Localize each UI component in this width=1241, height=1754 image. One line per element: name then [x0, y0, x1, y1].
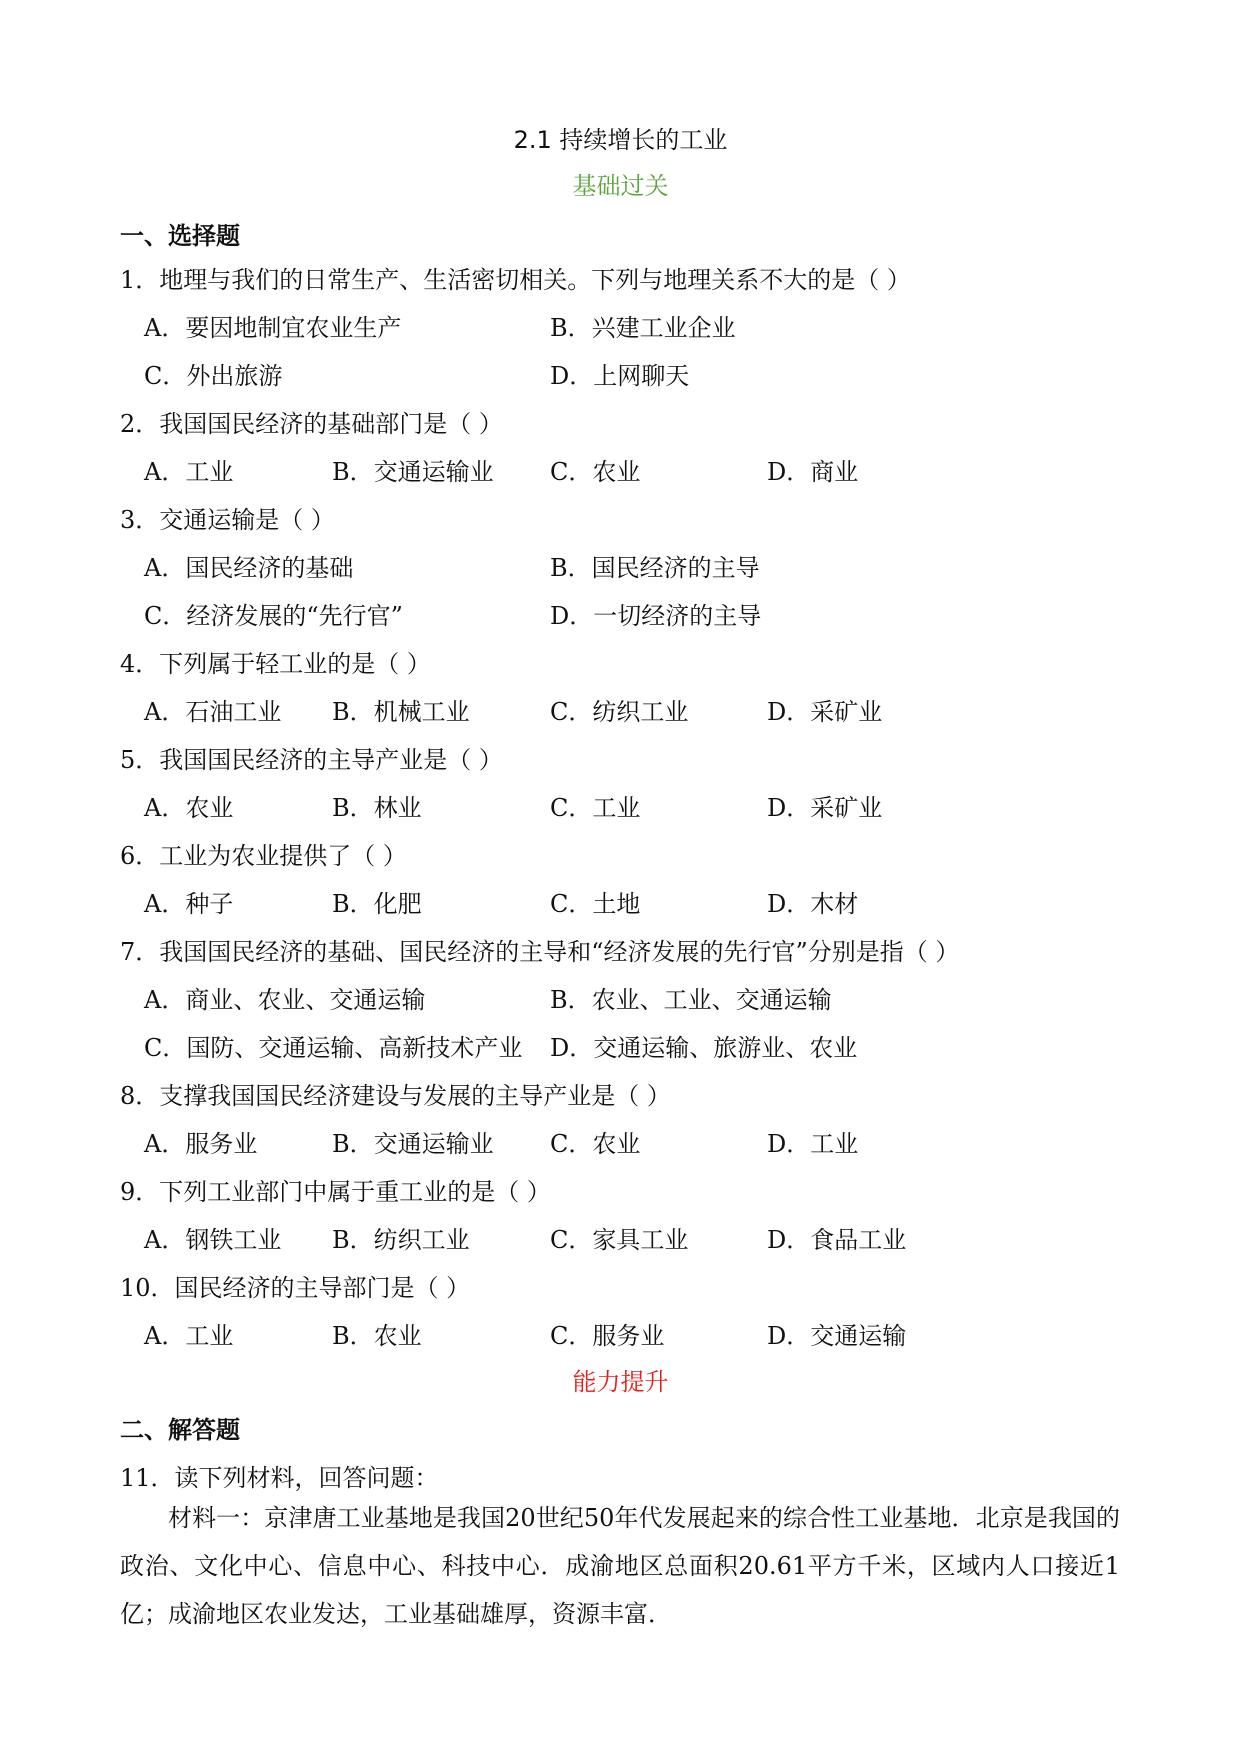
q2-option-b: B．交通运输业: [332, 458, 494, 486]
question-6: 6．工业为农业提供了（ ）: [120, 842, 407, 870]
q10-option-b: B．农业: [332, 1322, 422, 1350]
q5-option-b: B．林业: [332, 794, 422, 822]
q11-material-paragraph: 材料一：京津唐工业基地是我国20世纪50年代发展起来的综合性工业基地．北京是我国的政治、文化中心、信息中心、科技中心．成渝地区总面积20.61平方千米，区域内人口接近1亿；成渝地区农业发达，工业基础雄厚，资源丰富．: [120, 1504, 1120, 1628]
q9-option-c: C．家具工业: [550, 1226, 689, 1254]
q6-option-d: D．木材: [767, 890, 859, 918]
part1-heading: 一、选择题: [120, 222, 240, 250]
q5-option-a: A．农业: [144, 794, 234, 822]
question-11: 11．读下列材料，回答问题：: [120, 1464, 439, 1492]
page-title: 2.1 持续增长的工业: [513, 126, 728, 154]
q7-option-b: B．农业、工业、交通运输: [550, 986, 832, 1014]
q1-option-b: B．兴建工业企业: [550, 314, 736, 342]
q8-option-c: C．农业: [550, 1130, 641, 1158]
q8-option-a: A．服务业: [144, 1130, 258, 1158]
q2-option-a: A．工业: [144, 458, 234, 486]
q5-option-d: D．采矿业: [767, 794, 883, 822]
q7-option-a: A．商业、农业、交通运输: [144, 986, 426, 1014]
question-3: 3．交通运输是（ ）: [120, 506, 335, 534]
q2-option-d: D．商业: [767, 458, 859, 486]
question-4: 4．下列属于轻工业的是（ ）: [120, 650, 431, 678]
section-basic-heading: 基础过关: [572, 172, 669, 200]
q4-option-a: A．石油工业: [144, 698, 282, 726]
q9-option-a: A．钢铁工业: [144, 1226, 282, 1254]
q3-option-c: C．经济发展的“先行官”: [144, 602, 403, 630]
q9-option-d: D．食品工业: [767, 1226, 907, 1254]
question-1: 1．地理与我们的日常生产、生活密切相关。下列与地理关系不大的是（ ）: [120, 266, 911, 294]
q5-option-c: C．工业: [550, 794, 641, 822]
q1-option-c: C．外出旅游: [144, 362, 283, 390]
q1-option-d: D．上网聊天: [550, 362, 690, 390]
question-7: 7．我国国民经济的基础、国民经济的主导和“经济发展的先行官”分别是指（ ）: [120, 938, 960, 966]
q7-option-d: D．交通运输、旅游业、农业: [550, 1034, 858, 1062]
question-9: 9．下列工业部门中属于重工业的是（ ）: [120, 1178, 551, 1206]
q4-option-b: B．机械工业: [332, 698, 470, 726]
q10-option-d: D．交通运输: [767, 1322, 907, 1350]
q8-option-d: D．工业: [767, 1130, 859, 1158]
q4-option-d: D．采矿业: [767, 698, 883, 726]
q10-option-c: C．服务业: [550, 1322, 665, 1350]
q6-option-b: B．化肥: [332, 890, 422, 918]
q9-option-b: B．纺织工业: [332, 1226, 470, 1254]
question-10: 10．国民经济的主导部门是（ ）: [120, 1274, 471, 1302]
q1-option-a: A．要因地制宜农业生产: [144, 314, 402, 342]
q3-option-b: B．国民经济的主导: [550, 554, 760, 582]
q8-option-b: B．交通运输业: [332, 1130, 494, 1158]
section-advanced-heading: 能力提升: [572, 1368, 669, 1396]
q6-option-a: A．种子: [144, 890, 234, 918]
part2-heading: 二、解答题: [120, 1416, 240, 1444]
question-2: 2．我国国民经济的基础部门是（ ）: [120, 410, 503, 438]
q3-option-d: D．一切经济的主导: [550, 602, 762, 630]
q6-option-c: C．土地: [550, 890, 641, 918]
q2-option-c: C．农业: [550, 458, 641, 486]
q3-option-a: A．国民经济的基础: [144, 554, 354, 582]
q10-option-a: A．工业: [144, 1322, 234, 1350]
q4-option-c: C．纺织工业: [550, 698, 689, 726]
question-8: 8．支撑我国国民经济建设与发展的主导产业是（ ）: [120, 1082, 671, 1110]
question-5: 5．我国国民经济的主导产业是（ ）: [120, 746, 503, 774]
q7-option-c: C．国防、交通运输、高新技术产业: [144, 1034, 523, 1062]
